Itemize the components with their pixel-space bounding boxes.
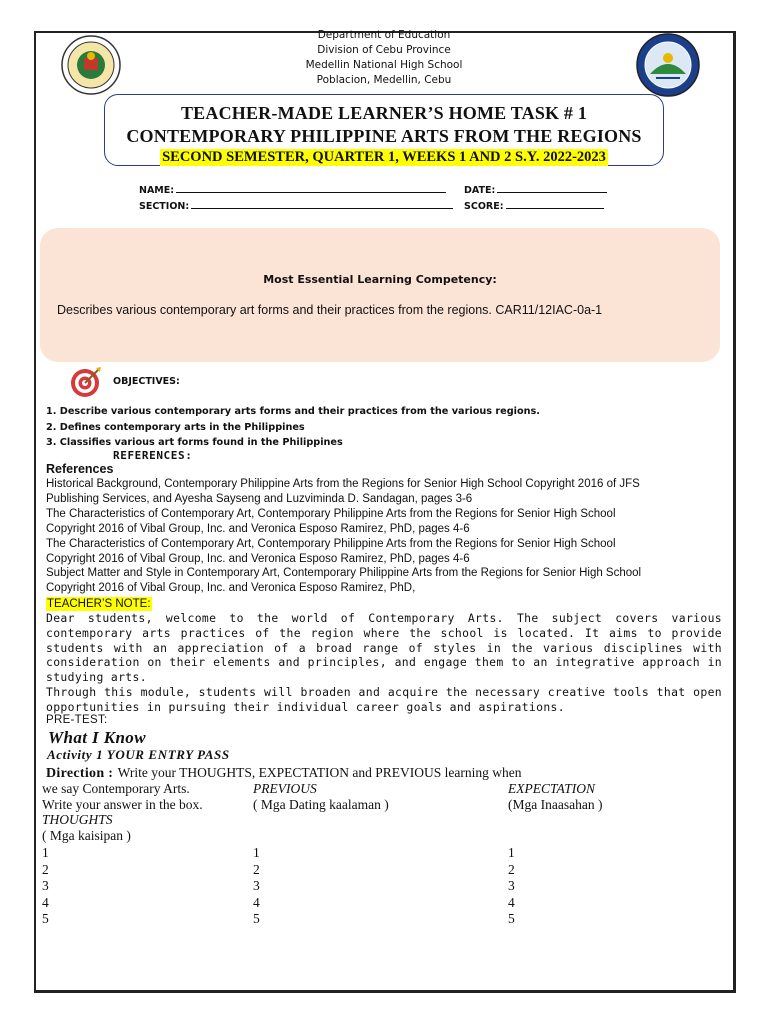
reference-line: The Characteristics of Contemporary Art, Contemporary Philippine Arts from the Regions for Senior High School <box>46 537 616 550</box>
answer-number: 5 <box>42 911 49 927</box>
reference-line: Copyright 2016 of Vibal Group, Inc. and Veronica Esposo Ramirez, PhD, <box>46 582 416 595</box>
answer-number: 3 <box>253 878 260 894</box>
answer-number: 3 <box>42 878 49 894</box>
date-field[interactable] <box>464 183 607 196</box>
direction-text: Write your THOUGHTS, EXPECTATION and PREVIOUS learning when <box>117 765 522 780</box>
col-previous-heading: PREVIOUS <box>253 781 317 796</box>
answer-number: 1 <box>253 845 260 860</box>
col-expectation-sub: (Mga Inaasahan ) <box>508 797 603 812</box>
dept-line-1: Department of Education <box>317 29 451 41</box>
objectives-list <box>46 404 540 451</box>
answer-number: 3 <box>508 878 515 894</box>
col-previous-sub: ( Mga Dating kaalaman ) <box>253 797 389 812</box>
previous-numbers <box>253 845 260 928</box>
section-line[interactable] <box>191 199 453 209</box>
thoughts-numbers <box>42 845 49 928</box>
answer-number: 4 <box>42 894 49 910</box>
direction-line-3: Write your answer in the box. <box>42 797 203 812</box>
answer-number: 1 <box>508 845 515 860</box>
references-heading: References <box>46 462 114 476</box>
answer-number: 4 <box>508 894 515 910</box>
date-line[interactable] <box>497 183 607 193</box>
activity-heading: Activity 1 YOUR ENTRY PASS <box>47 747 230 762</box>
section-label: SECTION: <box>139 201 190 212</box>
dept-line-4: Poblacion, Medellin, Cebu <box>316 74 452 86</box>
teacher-note <box>46 611 722 715</box>
title-line-3: SECOND SEMESTER, QUARTER 1, WEEKS 1 AND 2 S.Y. 2022-2023 <box>162 149 606 165</box>
col-expectation-heading: EXPECTATION <box>508 781 595 796</box>
name-field[interactable] <box>139 183 446 196</box>
reference-line: The Characteristics of Contemporary Art, Contemporary Philippine Arts from the Regions for Senior High School <box>46 507 616 520</box>
teacher-note-label: TEACHER’S NOTE: <box>47 598 151 610</box>
name-label: NAME: <box>139 185 175 196</box>
references-label: REFERENCES: <box>113 449 193 462</box>
objective-item: 3. Classifies various art forms found in the Philippines <box>46 437 343 448</box>
answer-number: 4 <box>253 894 260 910</box>
objectives-label: OBJECTIVES: <box>113 376 180 387</box>
melc-box <box>40 228 720 362</box>
reference-line: Subject Matter and Style in Contemporary Art, Contemporary Philippine Arts from the Regions for Senior High School <box>46 567 642 580</box>
section-field[interactable] <box>139 199 453 212</box>
date-label: DATE: <box>464 185 496 196</box>
what-i-know-heading: What I Know <box>48 728 146 747</box>
answer-number: 2 <box>42 861 49 877</box>
dept-line-3: Medellin National High School <box>305 59 463 71</box>
melc-title: Most Essential Learning Competency: <box>263 273 497 286</box>
melc-text: Describes various contemporary art forms and their practices from the regions. CAR11/12IAC-0a-1 <box>57 303 603 317</box>
reference-line: Historical Background, Contemporary Philippine Arts from the Regions for Senior High School Copyright 2016 of JFS <box>46 478 640 490</box>
teacher-note-paragraph-1: Dear students, welcome to the world of Contemporary Arts. The subject covers various contemporary arts practices of the region where the school is located. It aims to provide students with an appreciation of a broad range of styles in the various disciplines with consideration on their elements and principles, and engage them to an integrative approach in studying arts. <box>46 611 722 685</box>
reference-line: Copyright 2016 of Vibal Group, Inc. and Veronica Esposo Ramirez, PhD, pages 4-6 <box>46 552 470 565</box>
teacher-note-paragraph-2: Through this module, students will broaden and acquire the necessary creative tools that open opportunities in pursuing their individual career goals and aspirations. <box>46 684 722 714</box>
expectation-numbers <box>508 845 515 928</box>
objective-item: 1. Describe various contemporary arts forms and their practices from the various regions. <box>46 406 540 417</box>
col-thoughts-sub: ( Mga kaisipan ) <box>42 828 131 843</box>
title-line-1: TEACHER-MADE LEARNER’S HOME TASK # 1 <box>180 103 588 123</box>
reference-line: Publishing Services, and Ayesha Sayseng and Luzviminda D. Sandagan, pages 3-6 <box>46 492 473 505</box>
answer-number: 5 <box>508 911 515 927</box>
score-label: SCORE: <box>464 201 504 212</box>
objective-item: 2. Defines contemporary arts in the Philippines <box>46 421 305 433</box>
answer-number: 2 <box>253 861 260 877</box>
title-line-2: CONTEMPORARY PHILIPPINE ARTS FROM THE REGIONS <box>126 126 642 146</box>
reference-line: Copyright 2016 of Vibal Group, Inc. and Veronica Esposo Ramirez, PhD, pages 4-6 <box>46 522 470 535</box>
direction-label: Direction : <box>46 766 114 781</box>
direction-line-2: we say Contemporary Arts. <box>42 781 190 796</box>
dept-line-2: Division of Cebu Province <box>317 44 451 56</box>
direction-line <box>46 764 521 782</box>
answer-number: 1 <box>42 845 49 860</box>
name-line[interactable] <box>176 183 446 193</box>
pretest-label: PRE-TEST: <box>46 714 108 726</box>
answer-number: 2 <box>508 861 515 877</box>
score-field[interactable] <box>464 199 604 212</box>
target-icon <box>70 366 102 398</box>
references-list <box>46 477 726 596</box>
col-thoughts-heading: THOUGHTS <box>42 812 113 827</box>
score-line[interactable] <box>506 199 604 209</box>
title-line-3-wrap <box>104 148 664 166</box>
answer-number: 5 <box>253 911 260 927</box>
